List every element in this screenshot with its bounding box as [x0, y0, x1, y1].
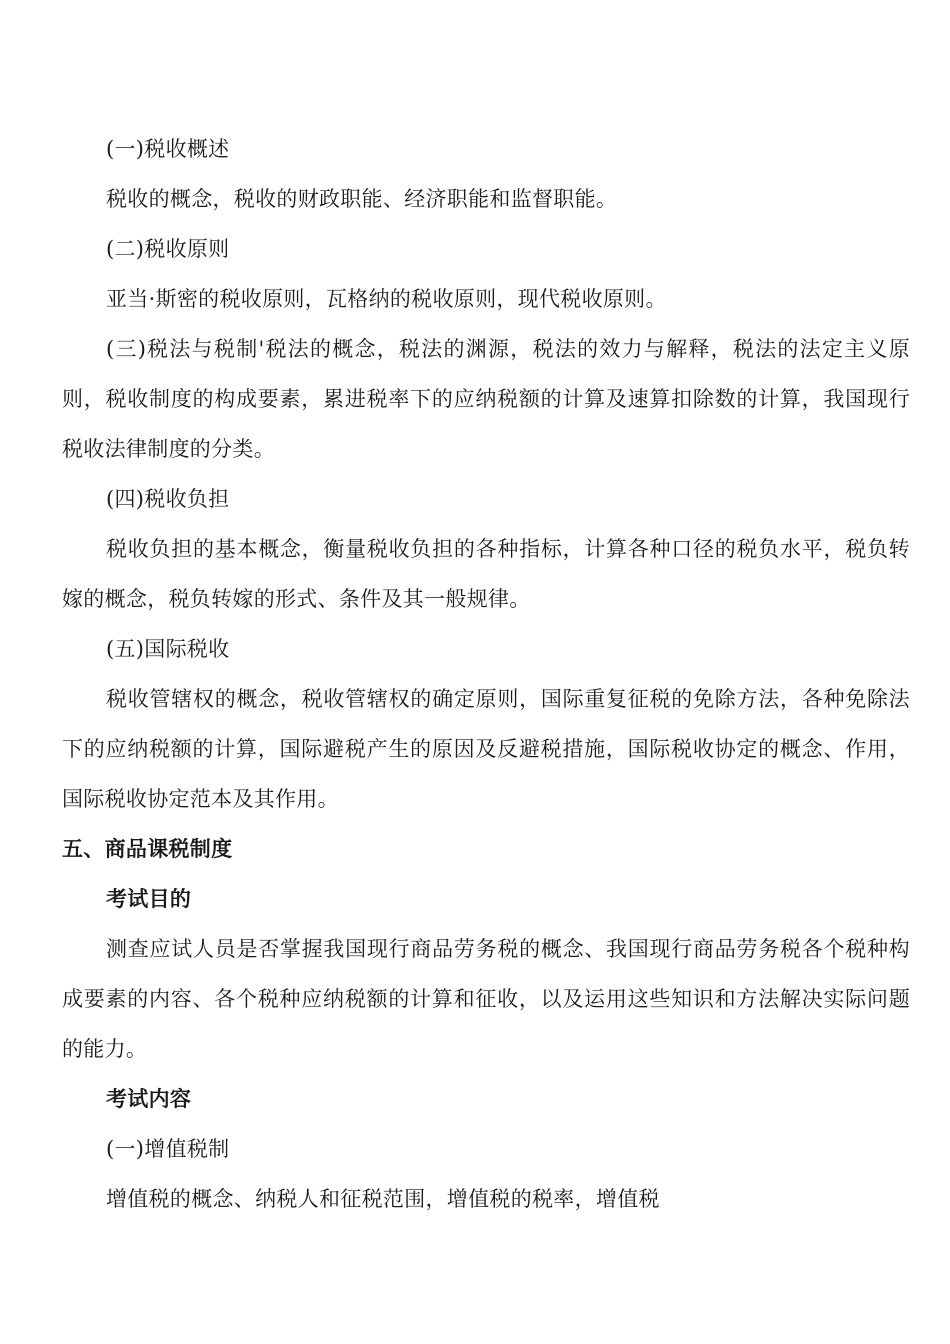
body-paragraph: (三)税法与税制'税法的概念，税法的渊源，税法的效力与解释，税法的法定主义原则，税收制度的构成要素，累进税率下的应纳税额的计算及速算扣除数的计算，我国现行税收法律制度的分类。 — [62, 337, 910, 461]
section-heading: (五)国际税收 — [106, 637, 230, 661]
chapter-heading: 五、商品课税制度 — [62, 836, 233, 861]
body-paragraph: 税收管辖权的概念，税收管辖权的确定原则，国际重复征税的免除方法，各种免除法下的应纳税额的计算，国际避税产生的原因及反避税措施，国际税收协定的概念、作用，国际税收协定范本及其作用。 — [62, 687, 910, 811]
subheading-exam-purpose: 考试目的 — [106, 886, 192, 911]
section-heading: (四)税收负担 — [106, 487, 230, 511]
section-heading: (一)增值税制 — [106, 1137, 230, 1161]
section-heading: (一)税收概述 — [106, 137, 230, 161]
body-paragraph: 税收的概念，税收的财政职能、经济职能和监督职能。 — [106, 187, 618, 211]
body-paragraph: 增值税的概念、纳税人和征税范围，增值税的税率，增值税 — [106, 1187, 660, 1211]
body-paragraph: 税收负担的基本概念，衡量税收负担的各种指标，计算各种口径的税负水平，税负转嫁的概念，税负转嫁的形式、条件及其一般规律。 — [62, 537, 910, 611]
subheading-exam-content: 考试内容 — [106, 1086, 192, 1111]
document-page — [62, 124, 910, 1224]
body-paragraph: 亚当·斯密的税收原则，瓦格纳的税收原则，现代税收原则。 — [106, 287, 667, 311]
section-heading: (二)税收原则 — [106, 237, 230, 261]
body-paragraph: 测查应试人员是否掌握我国现行商品劳务税的概念、我国现行商品劳务税各个税种构成要素的内容、各个税种应纳税额的计算和征收，以及运用这些知识和方法解决实际问题的能力。 — [62, 937, 910, 1061]
